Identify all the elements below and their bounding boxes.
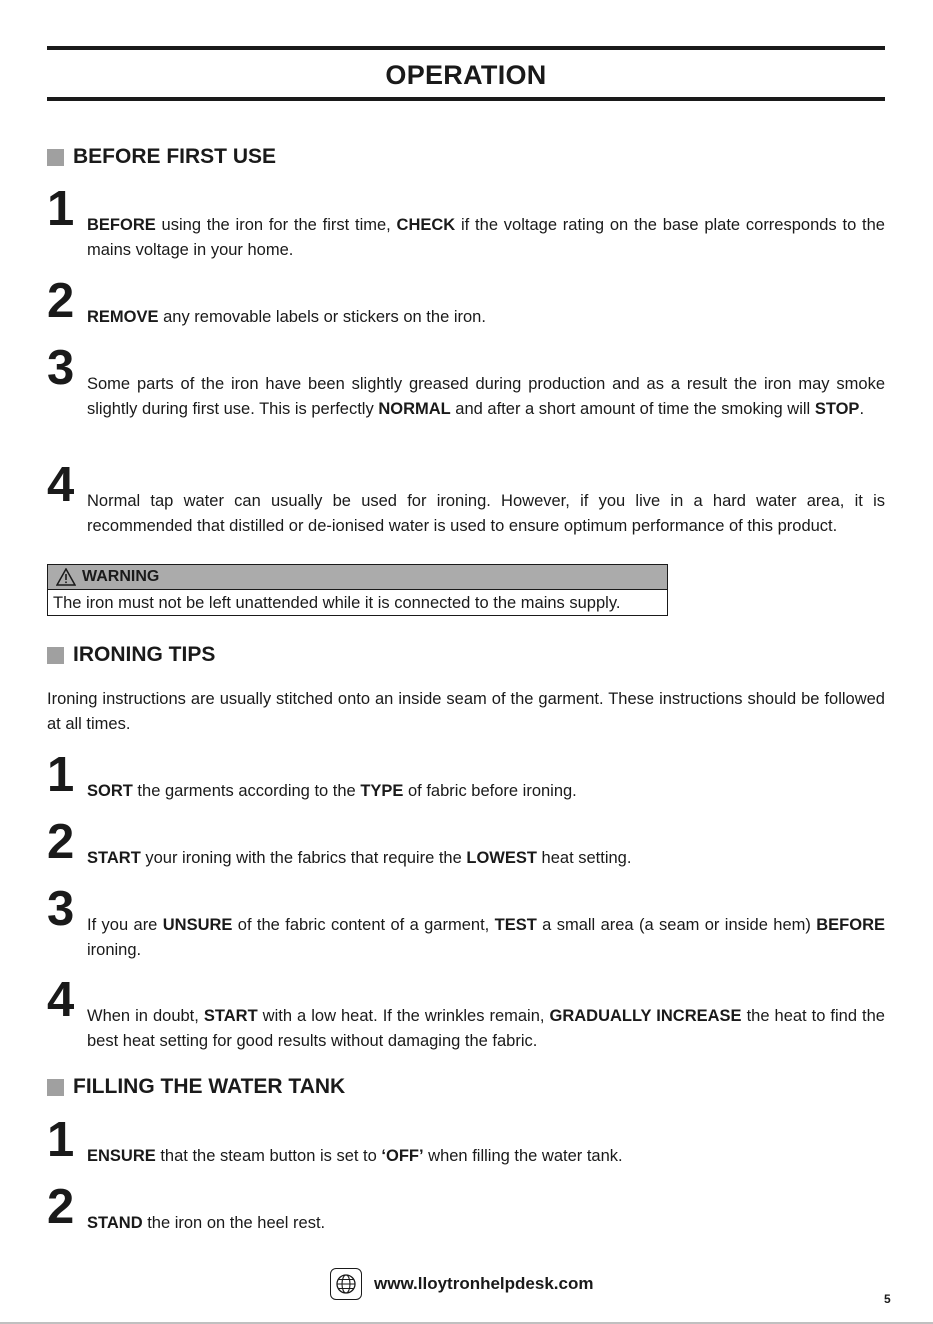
section-heading: BEFORE FIRST USE (73, 145, 277, 168)
step-text: START your ironing with the fabrics that require the LOWEST heat setting. (87, 849, 632, 867)
warning-text: The iron must not be left unattended while it is connected to the mains supply. (53, 594, 621, 612)
step-text: REMOVE any removable labels or stickers on the iron. (87, 308, 486, 326)
step-text: SORT the garments according to the TYPE of fabric before ironing. (87, 782, 577, 800)
emphasis-text: GRADUALLY INCREASE (549, 1007, 742, 1025)
step-text: ENSURE that the steam button is set to ‘OFF’ when filling the water tank. (87, 1147, 623, 1165)
warning-header (48, 565, 667, 590)
emphasis-text: LOWEST (466, 849, 537, 867)
step-number: 1 (47, 182, 75, 236)
page-title: OPERATION (385, 60, 547, 90)
step-text: BEFORE using the iron for the first time, CHECK if the voltage rating on the base plate corresponds to the mains voltage in your home. (87, 216, 885, 259)
emphasis-text: TYPE (360, 782, 404, 800)
step-number: 1 (47, 748, 75, 802)
page-number: 5 (884, 1292, 891, 1306)
section-before-first-use (47, 145, 276, 169)
step-number: 2 (47, 274, 75, 328)
step-text: When in doubt, START with a low heat. If the wrinkles remain, GRADUALLY INCREASE the heat to find the best heat setting for good results without damaging the fabric. (87, 1007, 885, 1050)
emphasis-text: TEST (494, 916, 537, 934)
step-text: Some parts of the iron have been slightly greased during production and as a result the iron may smoke slightly during first use. This is perfectly NORMAL and after a short amount of time the smoking will STOP. (87, 375, 885, 418)
warning-label: WARNING (82, 568, 160, 585)
emphasis-text: STOP (814, 399, 860, 418)
section-bullet-icon (47, 1079, 64, 1096)
warning-triangle-icon (56, 568, 76, 586)
footer (330, 1268, 593, 1300)
title-underline (47, 97, 885, 101)
section-bullet-icon (47, 149, 64, 166)
step-text: STAND the iron on the heel rest. (87, 1214, 326, 1232)
step-text: Normal tap water can usually be used for ironing. However, if you live in a hard water area, it is recommended that distilled or de-ionised water is used to ensure optimum performance of this product. (87, 492, 885, 535)
step-number: 2 (47, 815, 75, 869)
step-number: 4 (47, 458, 75, 512)
emphasis-text: ENSURE (87, 1147, 156, 1165)
emphasis-text: REMOVE (87, 308, 159, 326)
step-text: If you are UNSURE of the fabric content of a garment, TEST a small area (a seam or inside hem) BEFORE ironing. (87, 916, 885, 959)
emphasis-text: UNSURE (162, 916, 233, 934)
emphasis-text: BEFORE (87, 216, 156, 234)
section-heading: FILLING THE WATER TANK (73, 1075, 346, 1098)
step-number: 1 (47, 1113, 75, 1167)
emphasis-text: NORMAL (378, 399, 451, 418)
helpdesk-link[interactable]: www.lloytronhelpdesk.com (374, 1274, 594, 1293)
top-rule (47, 46, 885, 50)
section-heading: IRONING TIPS (73, 643, 216, 666)
step-number: 3 (47, 341, 75, 395)
emphasis-text: ‘OFF’ (381, 1147, 424, 1165)
globe-icon (330, 1268, 362, 1300)
section-ironing-tips (47, 643, 215, 667)
emphasis-text: STAND (87, 1214, 143, 1232)
emphasis-text: CHECK (396, 216, 456, 234)
emphasis-text: START (87, 849, 141, 867)
warning-box (47, 564, 668, 616)
step-number: 3 (47, 882, 75, 936)
ironing-tips-intro: Ironing instructions are usually stitched onto an inside seam of the garment. These instructions should be followed at all times. (47, 690, 885, 733)
step-number: 2 (47, 1180, 75, 1234)
section-bullet-icon (47, 647, 64, 664)
step-number: 4 (47, 973, 75, 1027)
emphasis-text: BEFORE (816, 916, 885, 934)
section-filling-water-tank (47, 1075, 345, 1099)
emphasis-text: SORT (87, 782, 133, 800)
emphasis-text: START (203, 1007, 258, 1025)
